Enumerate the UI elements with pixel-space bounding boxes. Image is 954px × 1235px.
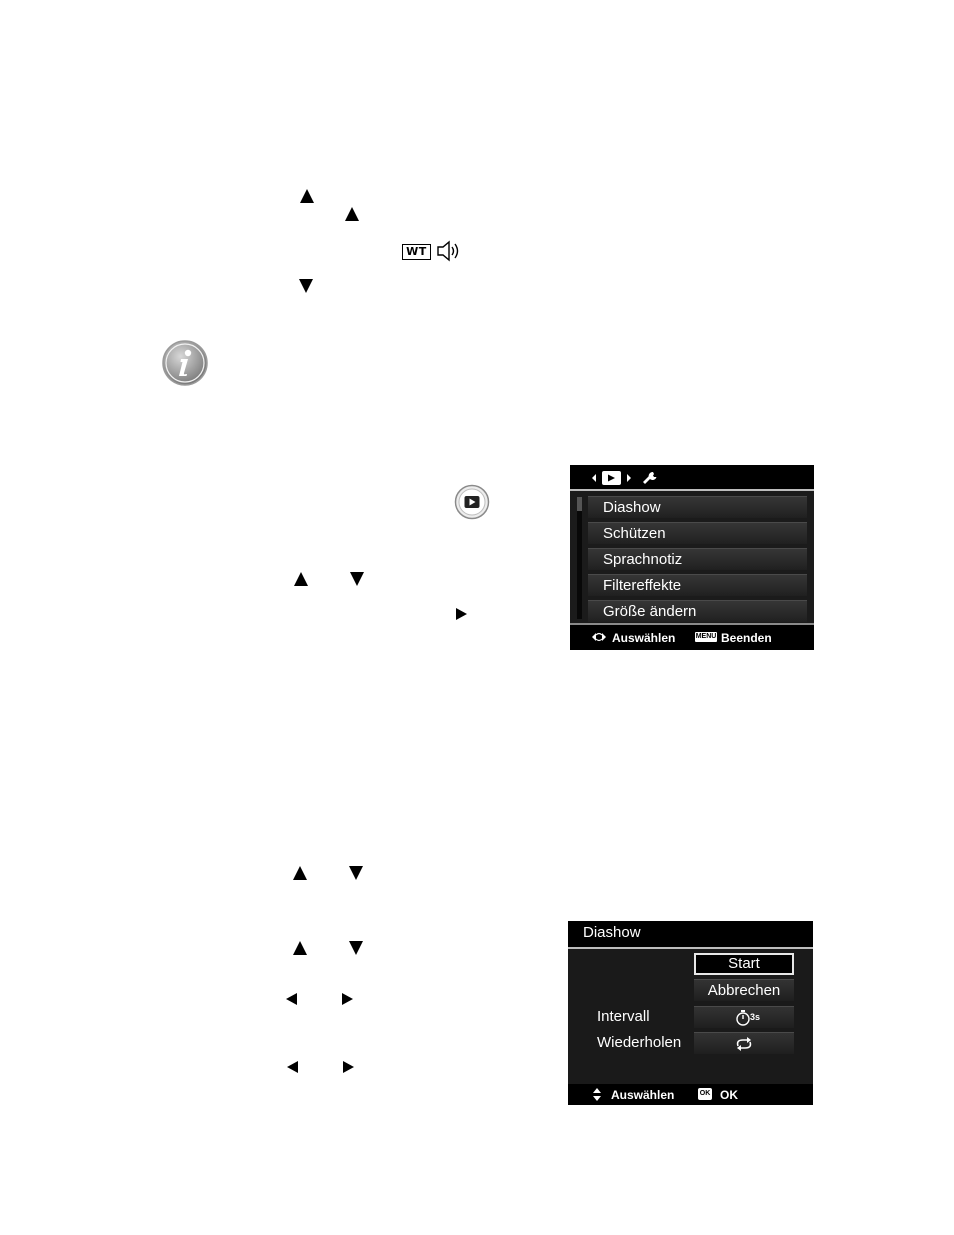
interval-value: 3s	[750, 1012, 761, 1022]
slideshow-options	[568, 947, 813, 1086]
left-arrow-icon	[286, 993, 297, 1005]
screen-title: Diashow	[568, 921, 813, 945]
right-arrow-icon	[627, 474, 631, 482]
right-arrow-icon	[343, 1061, 354, 1073]
down-arrow-icon	[350, 572, 364, 586]
menu-tab-icons	[590, 471, 660, 485]
menu-key-icon: MENU	[695, 633, 717, 640]
ok-key-icon: OK	[698, 1088, 712, 1100]
right-arrow-icon	[456, 608, 467, 620]
interval-selector[interactable]	[694, 1006, 794, 1028]
menu-footer	[570, 623, 814, 650]
up-arrow-icon	[293, 866, 307, 880]
footer-ok-label: OK	[720, 1088, 738, 1102]
footer-select-label: Auswählen	[612, 631, 676, 645]
screen-footer	[568, 1084, 813, 1105]
up-arrow-icon	[293, 941, 307, 955]
down-arrow-icon	[299, 279, 313, 293]
menu-item-diashow[interactable]: Diashow	[588, 496, 807, 518]
right-arrow-icon	[342, 993, 353, 1005]
menu-list	[570, 491, 814, 623]
up-arrow-icon	[345, 207, 359, 221]
playback-button-icon	[454, 484, 490, 520]
cancel-button[interactable]: Abbrechen	[694, 979, 794, 1001]
menu-tab-bar	[570, 465, 814, 491]
footer-select-label: Auswählen	[611, 1088, 675, 1102]
wt-icon: WT	[402, 244, 431, 260]
left-arrow-icon	[592, 474, 596, 482]
menu-item-groesse-aendern[interactable]: Größe ändern	[588, 600, 807, 622]
up-arrow-icon	[294, 572, 308, 586]
four-way-arrow-icon	[591, 631, 607, 643]
interval-label: Intervall	[597, 1008, 650, 1025]
footer-exit-label: Beenden	[721, 631, 772, 645]
repeat-label: Wiederholen	[597, 1034, 682, 1051]
slideshow-settings-screen	[568, 921, 813, 1105]
menu-item-filtereffekte[interactable]: Filtereffekte	[588, 574, 807, 596]
up-arrow-icon	[300, 189, 314, 203]
menu-item-schuetzen[interactable]: Schützen	[588, 522, 807, 544]
scrollbar[interactable]	[577, 497, 582, 619]
down-arrow-icon	[349, 941, 363, 955]
down-arrow-icon	[349, 866, 363, 880]
left-arrow-icon	[287, 1061, 298, 1073]
up-down-arrow-icon	[593, 1088, 601, 1101]
start-button[interactable]: Start	[694, 953, 794, 975]
menu-item-sprachnotiz[interactable]: Sprachnotiz	[588, 548, 807, 570]
scrollbar-thumb[interactable]	[577, 497, 582, 511]
speaker-icon	[436, 239, 462, 263]
info-icon	[161, 339, 209, 387]
repeat-icon	[734, 1036, 754, 1052]
repeat-selector[interactable]	[694, 1032, 794, 1054]
playback-menu-screen	[570, 465, 814, 648]
